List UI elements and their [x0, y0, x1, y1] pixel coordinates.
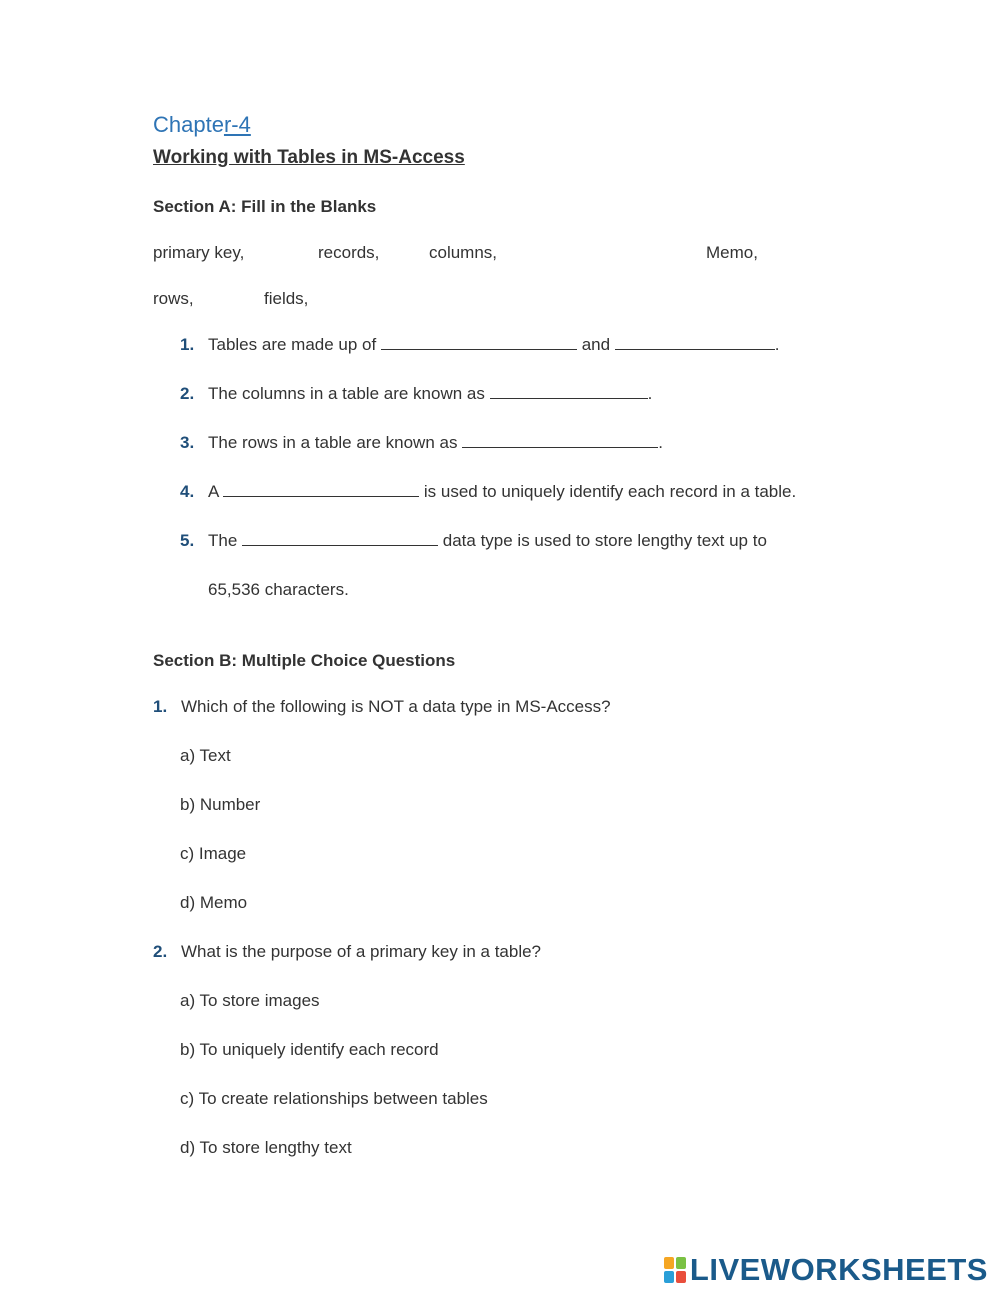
fill-question-4: 4. A is used to uniquely identify each record in a table. [180, 482, 797, 501]
answer-blank[interactable] [381, 337, 577, 350]
section-a-heading: Section A: Fill in the Blanks [153, 197, 377, 216]
mcq-option[interactable]: a) Text [180, 746, 231, 765]
answer-blank[interactable] [490, 386, 648, 399]
brand-name: LIVEWORKSHEETS [689, 1252, 988, 1287]
answer-blank[interactable] [223, 484, 419, 497]
word-bank-item: fields, [264, 289, 309, 308]
fill-question-2: 2. The columns in a table are known as . [180, 384, 653, 403]
liveworksheets-brand[interactable] [664, 1252, 988, 1288]
mcq-option[interactable]: c) To create relationships between tables [180, 1089, 488, 1108]
fill-question-5-continuation: 65,536 characters. [208, 580, 349, 599]
word-bank-item: records, [318, 243, 380, 262]
word-bank-item: Memo, [706, 243, 758, 262]
answer-blank[interactable] [462, 435, 658, 448]
page-title: Working with Tables in MS-Access [153, 147, 465, 168]
mcq-option[interactable]: b) To uniquely identify each record [180, 1040, 439, 1059]
mcq-option[interactable]: a) To store images [180, 991, 320, 1010]
mcq-question-2: 2. What is the purpose of a primary key in a table? [153, 942, 542, 961]
fill-question-3: 3. The rows in a table are known as . [180, 433, 663, 452]
fill-question-5: 5. The data type is used to store lengthy text up to [180, 531, 767, 550]
word-bank-item: primary key, [153, 243, 245, 262]
word-bank-item: columns, [429, 243, 498, 262]
section-b-heading: Section B: Multiple Choice Questions [153, 651, 456, 670]
answer-blank[interactable] [242, 533, 438, 546]
mcq-option[interactable]: d) Memo [180, 893, 248, 912]
answer-blank[interactable] [615, 337, 775, 350]
mcq-option[interactable]: b) Number [180, 795, 261, 814]
chapter-label: Chapter-4 [153, 112, 251, 137]
fill-question-1: 1. Tables are made up of and . [180, 335, 780, 354]
word-bank-item: rows, [153, 289, 194, 308]
mcq-option[interactable]: d) To store lengthy text [180, 1138, 352, 1157]
liveworksheets-logo-icon [664, 1257, 686, 1283]
mcq-option[interactable]: c) Image [180, 844, 247, 863]
mcq-question-1: 1. Which of the following is NOT a data type in MS-Access? [153, 697, 611, 716]
